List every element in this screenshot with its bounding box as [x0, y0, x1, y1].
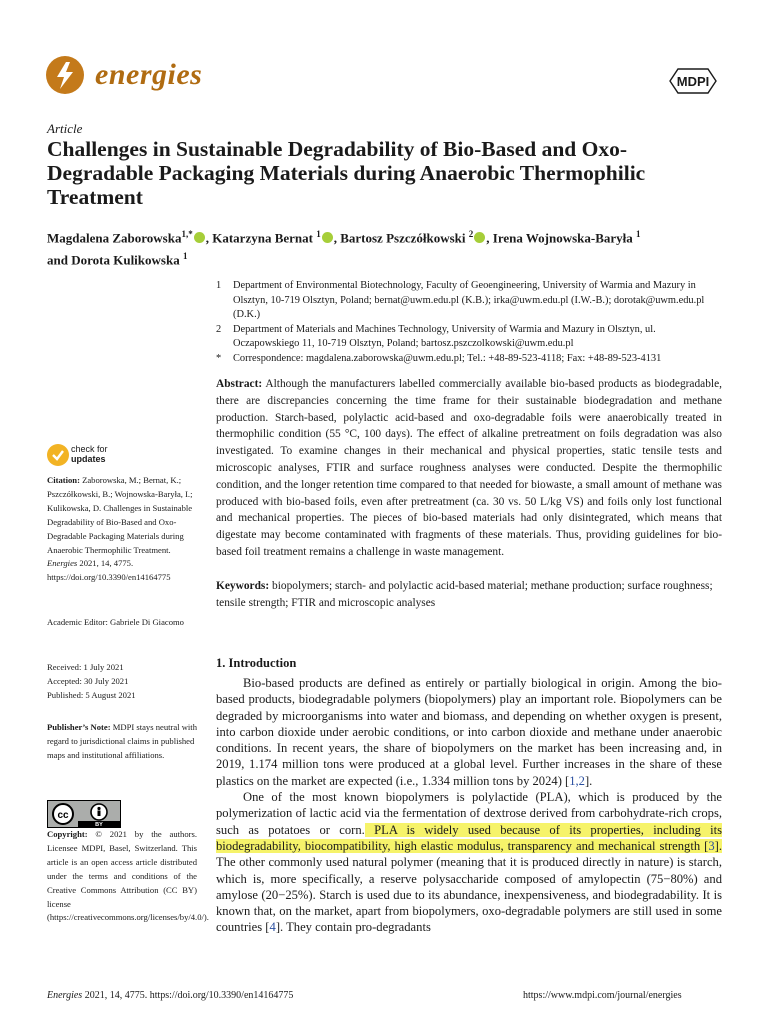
journal-logo [46, 56, 84, 94]
svg-text:BY: BY [95, 822, 103, 827]
author-affil: 2 [468, 229, 474, 239]
academic-editor: Academic Editor: Gabriele Di Giacomo [47, 617, 184, 627]
dates: Received: 1 July 2021 Accepted: 30 July 2021 Published: 5 August 2021 [47, 662, 136, 700]
paragraph: One of the most known biopolymers is polylactide (PLA), which is produced by the polymerization of lactic acid via the fermentation of dextrose derived from carbohydrate-rich crops, such as potatoes or corn. PLA is widely used because of its properties, including its biodegradability, biocompatibility, high elastic modulus, transparency and mechanical strength [3]. The other commonly used natural polymer (meaning that it is produced directly in nature) is starch, which is, more specifically, a reserve polysaccharide composed of amylopectin (75−80%) and amylose (20−25%). Starch is used due to its abundance, inexpensiveness, and biodegradability. It is known that, on the market, apart from biopolymers, oxo-degradable polymers are still used in some countries [4]. They contain pro-degradants [216, 790, 723, 935]
section-heading: 1. Introduction [216, 656, 297, 670]
mdpi-logo[interactable] [664, 66, 722, 96]
author-affil: 1 [182, 251, 188, 262]
body-text [216, 675, 722, 936]
citation-link[interactable]: 3 [708, 838, 715, 853]
cc-by-icon [48, 801, 120, 827]
author-list [47, 225, 727, 270]
affiliations [216, 279, 716, 367]
orcid-icon[interactable] [194, 232, 205, 243]
affiliation-item: 1 Department of Environmental Biotechnology, Faculty of Geoengineering, University of Warmia and Mazury in Olsztyn, 10-719 Olsztyn, Poland; bernat@uwm.edu.pl (K.B.); irka@uwm.edu.pl (I.W.-B.); dorotak@uwm.edu.pl (D.K.) [216, 280, 705, 321]
keywords-label: Keywords: [216, 580, 270, 592]
separator: , [333, 230, 341, 246]
affiliation-item: * Correspondence: magdalena.zaborowska@uwm.edu.pl; Tel.: +48-89-523-4118; Fax: +48-89-523-4131 [216, 352, 662, 364]
author-affil: 1 [636, 229, 641, 239]
citation-link[interactable]: 1,2 [569, 773, 585, 788]
author-name[interactable]: Bartosz Pszczółkowski [340, 230, 466, 246]
copyright: Copyright: © 2021 by the authors. Licensee MDPI, Basel, Switzerland. This article is an open access article distributed under the terms and conditions of the Creative Commons Attribution (CC BY) license (https://creativecommons.org/licenses/by/4.0/). [47, 829, 209, 923]
author-name[interactable]: Dorota Kulikowska [71, 252, 180, 268]
footer-journal-url[interactable]: https://www.mdpi.com/journal/energies [523, 990, 682, 1001]
author-affil: 1 [316, 229, 321, 239]
author-conjunction: and [47, 252, 68, 268]
mdpi-logo-text: MDPI [676, 74, 710, 89]
abstract [216, 376, 722, 561]
lightning-bolt-icon [46, 56, 84, 94]
author-affil: 1,* [181, 229, 193, 239]
keywords [216, 578, 722, 612]
abstract-label: Abstract: [216, 378, 263, 390]
orcid-icon[interactable] [322, 232, 333, 243]
svg-text:cc: cc [57, 810, 69, 821]
journal-name[interactable]: energies [95, 58, 203, 91]
paragraph: Bio-based products are defined as entirely or partially biological in origin. Among the bio-based products, biodegradable polymers (biopolymers) play an important role. Biopolymers can be degraded by microorganisms into water and biomass, and depending on whether oxygen is present, into carbon dioxide under aerobic conditions, or into carbon dioxide and methane under anaerobic conditions. In recent years, the share of biopolymers on the market has been increasing and, in 2019, 1.174 million tons were produced at a global level. Further increases in the share of these plastics on the market are expected (i.e., 1.334 million tons by 2024) [1,2]. [216, 676, 722, 788]
separator: , [205, 230, 213, 246]
author-name[interactable]: Magdalena Zaborowska [47, 230, 182, 246]
check-icon [47, 444, 69, 466]
separator: , [486, 230, 493, 246]
affiliation-item: 2 Department of Materials and Machines Technology, University of Warmia and Mazury in Olsztyn, ul. Oczapowskiego 11, 10-719 Olsztyn, Poland; bartosz.pszczolkowski@uwm.edu.pl [216, 323, 656, 350]
orcid-icon[interactable] [474, 232, 485, 243]
cc-by-license-badge[interactable] [47, 800, 121, 828]
keywords-text: biopolymers; starch- and polylactic acid-based material; methane production; surface roughness; tensile strength; FTIR and microscopic analyses [216, 580, 713, 609]
abstract-text: Although the manufacturers labelled commercially available bio-based products as biodegradable, there are discrepancies concerning the time frame for their sustainable biodegradation and methane production. Starch-based, polylactic acid-based and oxo-degradable foils were anaerobically treated in thermophilic condition (55 °C, 100 days). The effect of alkaline pretreatment on foils degradation was also investigated. To examine changes in their mechanical and physical properties, static tensile tests and microscopic analyses, FTIR and surface roughness analyses were conducted. Despite the thermophilic condition, and the longer retention time compared to that needed for biowaste, a small amount of methane was produced with bio-based foils, even after pretreatment (ca. 30 vs. 50 L/kg VS) and foils only lost functional and mechanical properties. The pieces of bio-based materials had only disintegrated, which means that digestate may become contaminated with fragments of these materials. Thus, providing guidelines for bio-based foil treatment remains a challenge in waste management. [216, 378, 723, 558]
citation: Citation: Zaborowska, M.; Bernat, K.; Pszczółkowski, B.; Wojnowska-Baryła, I.; Kulikowska, D. Challenges in Sustainable Degradability of Bio-Based and Oxo-Degradable Packaging Materials during Anaerobic Thermophilic Treatment. Energies 2021, 14, 4775. https://doi.org/10.3390/en14164775 [47, 475, 193, 583]
highlighted-text: PLA is widely used because of its properties, including its biodegradability, biocompatibility, high elastic modulus, transparency and mechanical strength [3]. [216, 822, 723, 853]
article-type: Article [47, 121, 83, 136]
publishers-note: Publisher’s Note: MDPI stays neutral with regard to jurisdictional claims in published maps and institutional affiliations. [47, 722, 197, 760]
footer-citation: Energies 2021, 14, 4775. https://doi.org/10.3390/en14164775 [47, 990, 294, 1001]
author-name[interactable]: Katarzyna Bernat [212, 230, 313, 246]
author-name[interactable]: Irena Wojnowska-Baryła [492, 230, 633, 246]
citation-link[interactable]: 4 [269, 920, 276, 935]
article-title: Challenges in Sustainable Degradability of Bio-Based and Oxo-Degradable Packaging Materials during Anaerobic Thermophilic Treatment [47, 137, 646, 209]
